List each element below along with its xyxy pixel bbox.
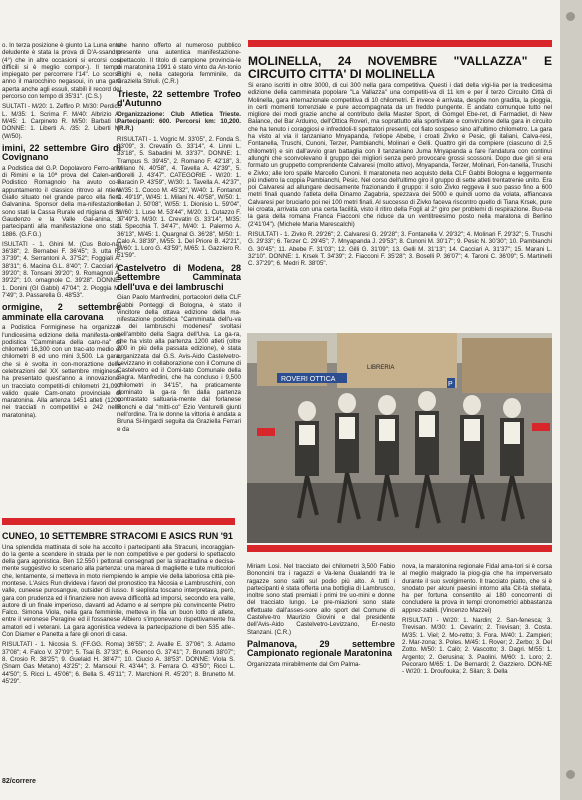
cuneo-body: Una splendida mattinata di sole ha accolto i partecipanti alla Stracuni, incoraggian-do la gente a scendere in strada per le non competitive e per godersi lo spettacolo della gara agonistica. Ben 12.550 i pettorali consegnati per la stracittadina e decisa-mente suggestivo lo scenario alla partenza: una marea di magliette e tute multicolori che, lentamente, si metteva in moto riempiendo le ampie vie della laboriosa città pie-montese. L'Asics Run divideva i favori del pronostico tra Nicosia e Lambruschini, con valle, cuneese purosangue, outsider di lusso. Il sieplista toscano interpretava, però, gara con prudenza ed il finanziere non aveva difficoltà ad imporsi, secondo era valle, autore di un finale imperioso, davanti ad Adamo e al sempre più convincente Pietro Falco. Simona Viola, nella gara femminile, metteva in fila un buon lotto di atlete, entre il veronese Peragine ed il fossanese Albiero s'imponevano rispettivamente fra amatori ed i veterani. La gara agonistica vedeva la partecipazione di ben 535 atle-. Con Diamer e Panetta a fare gli onori di casa.	[2, 543, 235, 639]
col1-body-rimini: a Podistica del G.P. Dopolavoro Ferro-ario di Rimini e la 10ª prova del Calen-ario Podistico Romagnolo ha avuto co-e appuntamento il classico ritrovo al ntiere Giallo situato nel grande parco ella fiera Galvanina. Sponsor della ma-nifestazione sono stati la Cassa Rurale ed rtigiana di S. Gaudenzo e la Valle Gal-anina, i partecipanti alla manifestazione ono stati 1886. (G.F.G.)	[2, 164, 121, 238]
bottom-col-middle	[247, 563, 395, 773]
photo-parking-sign: P	[448, 381, 453, 388]
col1-heading-rimini: imini, 22 settembre Giro di Covignano	[2, 142, 121, 163]
col2-heading-castelvetro: Castelvetro di Modena, 28 settembre Camminata dell'uva e dei lambruschi	[117, 262, 241, 292]
race-photo	[247, 333, 552, 543]
palmanova-heading: Palmanova, 29 settembre Campionato regionale Maratonina	[247, 638, 395, 659]
race-photo-image	[247, 333, 552, 543]
left-red-rule	[2, 518, 235, 525]
column-2	[117, 42, 241, 519]
bottom-col-right	[402, 563, 552, 773]
col2-results-trieste: RISULTATI - 1. Vogric M. 33'05", 2. Fonda S. 33'09", 3. Crevatin G. 33'14", 4. Linni L. 33'18", 5. Sabadini M. 33'37". DONNE: 1. Trampus S. 39'45", 2. Romano F. 42'18", 3. Milano N. 40'58", 4. Tavella A. 42'39", 5. Corelli J. 43'47". CATEGORIE - W/20: 1. Saracin P. 43'59", W/30: 1. Tavella A. 42'37", W/35: 1. Cocco M. 45'32", W/40: 1. Fontanot C. 49'19", W/45: 1. Milani N. 40'58", W/50: 1. Sellan J. 50'08", W/55: 1. Dionisio L. 59'04", W/60: 1. Luse M. 53'44", M/20: 1. Cutazzo F. 37'49"3. M/30: 1. Crevatin G. 33'14", M/35: 1. Specchia T. 34'47", M/40: 1. Palermo A. 36'13", M/45: 1. Quargnal G. 36'28", M/50: 1. Calo A. 38'39", M/55: 1. Del Priore B. 42'21", M/60: 1. Loro G. 43'59", M/65: 1. Gazziero R. 51'59".	[117, 135, 241, 260]
top-red-rule	[248, 40, 552, 47]
cuneo-heading: CUNEO, 10 SETTEMBRE STRACOMI E ASICS RUN '91	[2, 531, 233, 541]
right-red-rule	[247, 545, 552, 552]
photo-sign-text: ROVERI OTTICA	[281, 376, 336, 383]
col1-results-1: SULTATI - M/20: 1. Zeffiro P. M/30: Perdicò L. M/35: 1. Scrima F. M/40: Albrizio A. M/45: 1. Carpineto R. M/50: Barbati U. DONNE: 1. Liberti A. /35: 2. Liberti N. (W/50).	[2, 103, 121, 140]
molinella-heading: MOLINELLA, 24 NOVEMBRE "VALLAZZA" E CIRCUITO CITTA' DI MOLINELLA	[248, 54, 552, 81]
photo-sign2-text: LIBRERIA	[367, 365, 395, 371]
molinella-results: RISULTATI - 1. Zivko R. 29'26"; 2. Calvaresi G. 29'28"; 3. Fontanella V. 29'32"; 4. Molinari F. 29'32"; 5. Truschi G. 29'33"; 6. Terzer C. 29'45"; 7. Mnyapanda J. 29'53"; 8. Cunoni M. 30'17"; 9. Pesic N. 30'30"; 10. Pambianchi G. 30'45"; 11. Abebe F. 31'03"; 12. Gilli G. 31'09"; 13. Gelli M. 31'13"; 14. Cacciari A. 31'37"; 15. Marani L. 32'10". DONNE: 1. Krsek T. 34'39"; 2. Fiacconi F. 35'28"; 3. Boselli P. 36'07"; 4. Taroni C. 36'09"; 5. Martinelli C. 37'29"; 6. Medri R. 38'05".	[248, 230, 552, 268]
col2-intro: che hanno offerto al numeroso pubblico presente una autentica manifestazione-spettacolo. Il titolo di campione provincia-le di maratonina 1991 è stato vinto da An-tonio Righi e, nella categoria femminile, da Graziella Striuli. (C.R.)	[117, 42, 241, 86]
molinella-body: Si erano iscritti in oltre 3000, di cui 300 nella gara competitiva. Questi i dati della vigi-lia per la tredicesima edizione della camminata popolare "La Vallazza" una competiti-va di 11 km e per il terzo Circuito Città di Molinella, gara internazionale competitiva di 10 chilometri. E invece è arrivata, despite non gradita, la pioggia, in certi momenti torrenziale e pure accompagnata da un freddo pungente. E andato comunque tutto nel migliore dei modi grazie anche al contributo della Master Sport, di Gomgel Ebe-ret, di Farmadiet, di New Balance, del Bar Arduino, dell'Ottica Roveri, ma soprattutto alla sportivitate e convinzione della gara in circuito che ha tenuto i coraggiosi e infreddoli-ti spettatori presenti, col fiato sospeso sino all'ultimo chilometro. La gara ha visto al via il tanzaniano Mnyapanda, l'etiope Abebe, i croati Zivko e Pesic, gli italiani, Calva-resi, Fontanella, Truschi, Cunoni, Terzer, Pambianchi, Molinari e Gelli. Quattro giri da compiere (ciascuno di 2,5 chilometri) e sin dall'avvio gran battaglia con il tanzaniano Juma Mnyapanda a fare l'andatura con continui allunghi che sconvolevano il gruppo dei migliori senza però provocare grossi scossoni. Dopo due giri si era formato un gruppetto comprendente Calvaresi (molto attivo), Mnyapanda, Terzer, Molinari, Fon-tanella, Truschi e Zivko; alle loro spalle Marcello Cunoni. Il maratoneta neo acquisto della CLF Gabbi Bologna e leggermente più indietro la coppia Pambianchi, Pesic. Nel corso dell'ultimo giro il gruppo di sette atleti trentatrenie unito. Era poi Calvaresi ad allungare decisamente frazionando il gruppo: il solo Zivko reggeva il suo passo fino a 600 metri finali quando l'atleta della Dinamo Zagabria, spezzava dei 5000 e quindi uomo da volata, affiancava Calvaresi per bruciarlo poi nei 100 metri finali. Al successo di Zivko faceva riscontro quello di Tiana Krsek, pure lei croata, arrivata con una certa facilità, visto il ritiro della Fogli al 2° giro per problemi di respirazione. Buo-na la gara della romana Franca Fiacconi che riduce da un ventitreesimo posto nella maratona di Berlino (2'41'04"). (Michele Maria Marescalchi)	[248, 82, 552, 228]
palmanova-body: Organizzata mirabilmente dal Gm Palma-	[247, 660, 361, 668]
page-edge	[560, 0, 582, 800]
castelvetro-continued: Miriam Losi. Nel tracciato dei chilometri 3,500 Fabio Bononcini tra i ragazzi e Va-lena Gualandri tra le ragazze sono saliti sul podio più alto. A tutti i partecipanti è stata offerta una bottiglia di Lambrusco, inoltre sono stati premiati i primi tre uo-mini e donne del tracciato lungo. Le pre-miazioni sono state effettuate dall'asses-sore allo sport del Comune di Castelve-tro Maurizio Giovini e dal presidente dell'Avis-Aido Castelvetro-Levizzano, Er-nesto Stanzani. (C.R.)	[247, 563, 395, 636]
col1-intro: o. In terza posizione è giunto La Luna ente deludente è stata la prova di D'A-ssandro (4°) che in altre occasioni si ercorsi cosi difficili si è meglio compor-). Il tempo impiegato per percorrere l'14". Lo scorso anno il marocchino negasoui, in una gara aperta anche agli essuli, stabilì il record del percorso con tempo di 35'31". (C.S.)	[2, 42, 121, 101]
binding-hole-top	[566, 12, 575, 21]
column-1	[2, 42, 121, 519]
page-footer: 82/correre	[2, 778, 36, 785]
col2-heading-trieste: Trieste, 22 settembre Trofeo d'Autunno	[117, 88, 241, 109]
col1-results-rimini: ISULTATI - 1. Ghini M. (Cus Bolo-na) 36'38"; 2. Bernabei F. 36'45"; 3. utta R. 37'39"; 4. Serrantoni A. 37'52"; Foggiali A. 38'31"; 6. Macina G.L. 8'40"; 7. Cacciari A. 39'20"; 8. Tonsani 39'20"; 9. Romagnoli A. 39'22"; 10. omagnole C. 39'28". DONNE: 1. Donini (Gl Gabbi) 47'04"; 2. Pioggia M. 7'49"; 3. Passarella G. 48'53".	[2, 240, 121, 299]
cuneo-block	[2, 528, 235, 773]
col1-heading-formigine: ormigine, 2 settembre amminate ella carovana	[2, 302, 121, 322]
palmanova-results: RISULTATI - W/20: 1. Nardin; 2. San-fenesca; 3. Trevisan. M/30: 1. Cevarin; 2. Trevisan; 3. Costa. M/35: 1. Viel; 2. Mo-retto; 3. Fora. M/40: 1. Zampieri; 2. Mar-zona; 3. Poles. M/45: 1. Rover; 2. Zerbo; 3. Del Zotto. M/50: 1. Calò; 2. Vascotto; 3. Dagri. M/55: 1. Argento; 2. Gerusina; 3. Paolini. M/60: 1. Loro; 2. Pecoraro M/65: 1. De Bernardi; 2. Gazziero. DON-NE - W/20: 1. Droufouka; 2. Silan; 3. Della	[402, 617, 552, 676]
palmanova-continued: nova, la maratonina regionale Fidal ama-tori si è corsa al meglio malgrado la piog-gia che ha imperversato durante il suo svolgimento. Il tracciato piatto, che si è snodato per alcuni paesini intorno alla Cit-tà stellata, ha per fortuna consentito ai 180 concorrenti di concludere la prova in tempi cronometrici abbastanza apprez-zabili. (Vincenzo Mazzei)	[402, 563, 552, 614]
col1-body-formigine: a Podistica Formiginese ha organizza-l'undicesima edizione della manifesta-one podistica "Camminata della caro-na" di chilometri 16,300 con un trac-ato medio di chilometri 8 ed uno mini 3,500. La gara, che si è svolta in con-moraztione delle celebrazioni del XX settembre rmiginese, ha presentato quest'anno a innovazione: un tracciato competiti-di chilometri 21,097 valido quale Cam-onato provinciale di maratonina. Alla artenza 1451 atleti (1209 nei tracciati n competitivi e 242 nella maratonina).	[2, 324, 121, 419]
binding-hole-bottom	[566, 770, 575, 779]
cuneo-results: RISULTATI - 1. Nicosia S. (FF.GG. Roma) 36'55"; 2. Avalle E. 37'06"; 3. Adamo 37'08"; 4. Falco V. 37'09"; 5. Tsai B. 37'33"; 6. Picenco G. 37'41"; 7. Brunetti 38'07"; 8. Crosio R. 38'25"; 9. Guelaid H. 38'47"; 10. Ciucio A. 38'53". DONNE: Viola S. (Snam Gas Metano) 43'25"; 2. Mansoui R. 43'44"; 3. Ferrara O. 43'50"; Ricci L. 44'50"; 5. Ricci L. 45'06"; 6. Bella S. 45'11"; 7. Marchioni R. 45'20"; 8. Brunetto M. 45'29".	[2, 641, 235, 685]
column-3	[248, 52, 552, 334]
col2-body-trieste: Organizzazione: Club Atletica Trieste. Partecipanti: 600. Percorsi km: 10,200. (R.R.)	[117, 110, 241, 133]
col2-body-castelvetro: Gian Paolo Manfredini, portacolori della CLF Gabbi Ponteggi di Bologna, è stato il vincitore della ottava edizione della ma-nifestazione podistica "Camminata dell'u-va e dei lambruschi modenesi" svoltasi nell'ambito della Sagra dell'Uva. La ga-ra, che ha visto alla partenza 1200 atleti (oltre 200 in più della passata edizione), è stata organizzata dal G.S. Avis-Aido Castelvetro-Levizzano in collaborazione con il Comune di Castelvetro ed il Comi-tato Comunale della Sagra. Manfredini, che ha concluso i 9,500 chilometri in 34'15", ha praticamente dominato la ga-ra fin dalla partenza contrastato saltuaria-mente dal forlanese Ronchi e dal "mitti-co" Ezio Venturelli giunti nell'ordine. Tra le donne la vittoria è andata a Bruna Si-lingardi seguita da Graziella Ferrari e da	[117, 294, 241, 433]
